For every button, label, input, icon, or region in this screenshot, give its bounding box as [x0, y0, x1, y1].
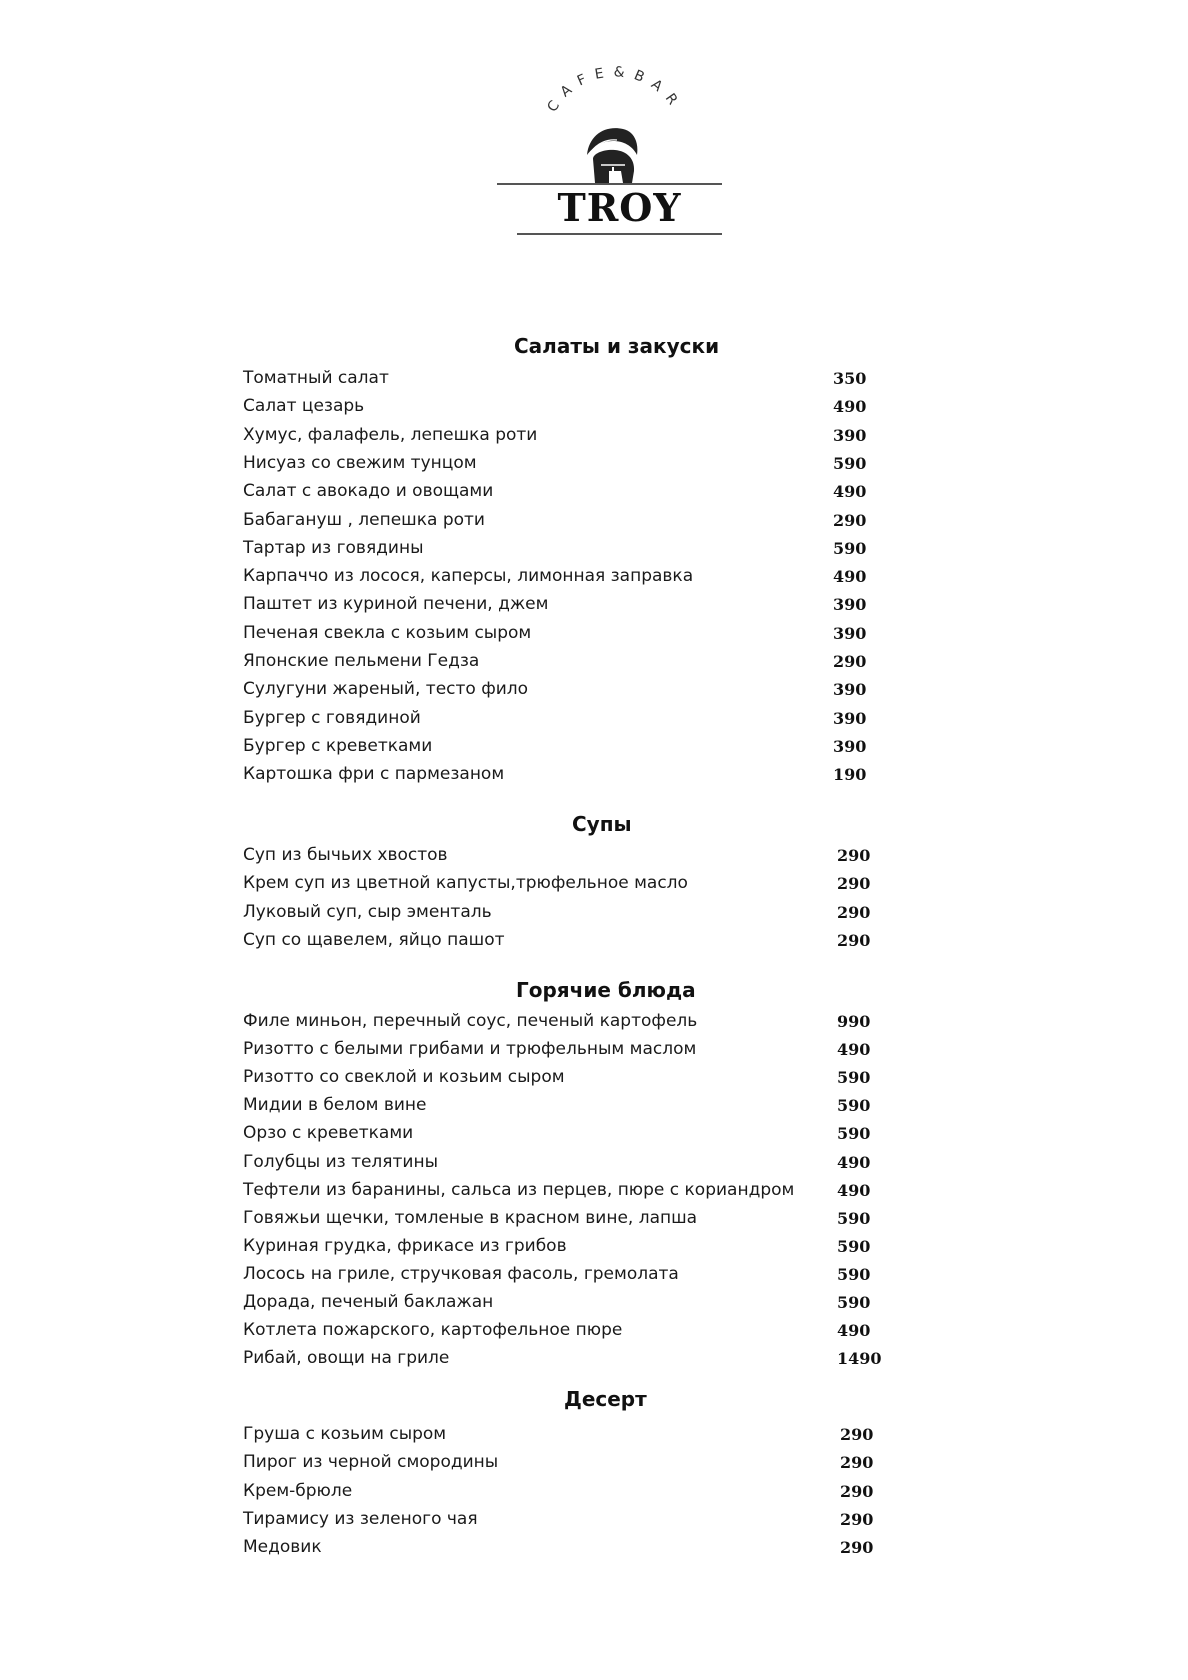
menu-item	[243, 873, 883, 901]
menu-item	[243, 651, 883, 679]
menu-item	[243, 425, 883, 453]
menu-item	[243, 1039, 883, 1067]
menu-item-price: 290	[837, 846, 871, 865]
brand-name: TROY	[557, 185, 682, 230]
menu-item-name: Медовик	[243, 1537, 322, 1558]
menu-item-price: 390	[833, 680, 867, 700]
menu-item-price: 590	[837, 1264, 871, 1284]
menu-item-name: Сулугуни жареный, тесто фило	[243, 679, 529, 700]
menu-item-name: Картошка фри с пармезаном	[243, 764, 505, 785]
menu-item-name: Голубцы из телятины	[243, 1151, 439, 1172]
menu-item-name: Бургер с говядиной	[243, 707, 421, 728]
menu-item	[243, 594, 883, 622]
menu-item-price: 490	[837, 1321, 871, 1341]
menu-item-name: Дорада, печеный баклажан	[243, 1292, 494, 1312]
menu-item	[243, 538, 883, 566]
menu-item	[243, 1208, 883, 1236]
menu-item-price: 390	[833, 708, 867, 728]
menu-item-name: Томатный салат	[243, 368, 389, 388]
menu-item	[243, 1537, 883, 1565]
menu-item-name: Японские пельмени Гедза	[243, 651, 480, 671]
menu-item	[243, 1320, 883, 1348]
menu-item-price: 190	[833, 765, 867, 785]
menu-item-price: 290	[837, 930, 871, 950]
menu-item-price: 290	[840, 1538, 874, 1558]
menu-item	[243, 481, 883, 509]
menu-item	[243, 1264, 883, 1292]
menu-item-price: 590	[837, 1124, 871, 1144]
menu-item-name: Ризотто с белыми грибами и трюфельным маслом	[243, 1039, 697, 1060]
menu-item-price: 490	[833, 567, 867, 587]
menu-item-name: Печеная свекла с козьим сыром	[243, 622, 532, 643]
menu-item-name: Ризотто со свеклой и козьим сыром	[243, 1067, 565, 1088]
menu-item	[243, 845, 883, 873]
menu-item-price: 290	[837, 874, 871, 894]
svg-text:CAFE&BAR	[544, 64, 685, 115]
menu-item	[243, 679, 883, 707]
menu-item-name: Пирог из черной смородины	[243, 1452, 499, 1473]
menu-item-name: Нисуаз со свежим тунцом	[243, 452, 477, 473]
menu-item-price: 590	[833, 453, 867, 473]
menu-item-name: Тартар из говядины	[243, 537, 424, 558]
menu-item-price: 290	[840, 1453, 874, 1473]
menu-item-name: Паштет из куриной печени, джем	[243, 594, 549, 615]
menu-item-price: 590	[837, 1096, 871, 1116]
section-title: Горячие блюда	[516, 978, 696, 1002]
menu-item-price: 290	[840, 1425, 874, 1444]
section-title: Десерт	[564, 1387, 647, 1411]
menu-item	[243, 368, 883, 396]
menu-item-price: 390	[833, 623, 867, 643]
menu-item	[243, 1348, 883, 1376]
menu-item-price: 590	[833, 538, 867, 558]
logo-tagline: CAFE&BAR	[544, 64, 686, 116]
menu-item	[243, 1123, 883, 1151]
menu-item-name: Бургер с креветками	[243, 735, 433, 756]
menu-item-price: 350	[833, 369, 867, 388]
menu-item-price: 290	[840, 1481, 874, 1501]
menu-item-name: Хумус, фалафель, лепешка роти	[243, 424, 538, 445]
menu-item-price: 290	[837, 902, 871, 922]
menu-item	[243, 1152, 883, 1180]
menu-item	[243, 764, 883, 792]
menu-item	[243, 1095, 883, 1123]
menu-item-name: Рибай, овощи на гриле	[243, 1348, 450, 1369]
menu-item-name: Луковый суп, сыр эменталь	[243, 901, 492, 922]
menu-item	[243, 1067, 883, 1095]
menu-item-price: 490	[837, 1152, 871, 1172]
menu-item-price: 590	[837, 1208, 871, 1228]
menu-item-price: 290	[840, 1509, 874, 1529]
menu-item-name: Суп со щавелем, яйцо пашот	[243, 929, 505, 950]
menu-item-price: 390	[833, 736, 867, 756]
menu-item-name: Лосось на гриле, стручковая фасоль, гремолата	[243, 1263, 679, 1284]
brand-divider-bottom	[517, 233, 722, 235]
menu-item-price: 1490	[837, 1349, 882, 1369]
menu-item-name: Крем суп из цветной капусты,трюфельное масло	[243, 873, 688, 894]
menu-item-name: Котлета пожарского, картофельное пюре	[243, 1320, 623, 1341]
menu-item	[243, 736, 883, 764]
menu-item	[243, 930, 883, 958]
menu-item-name: Куриная грудка, фрикасе из грибов	[243, 1235, 567, 1256]
menu-item	[243, 1180, 883, 1208]
menu-item	[243, 1452, 883, 1480]
menu-item-price: 590	[837, 1236, 871, 1256]
menu-item-price: 590	[837, 1293, 871, 1312]
menu-item-price: 490	[837, 1180, 871, 1200]
menu-item	[243, 453, 883, 481]
menu-item-name: Тирамису из зеленого чая	[243, 1508, 478, 1529]
menu-item	[243, 510, 883, 538]
spartan-helmet-icon	[505, 55, 725, 185]
menu-item-price: 290	[833, 652, 867, 671]
menu-item	[243, 623, 883, 651]
menu-item-name: Филе миньон, перечный соус, печеный картофель	[243, 1011, 698, 1031]
menu-item-name: Карпаччо из лосося, каперсы, лимонная заправка	[243, 566, 694, 587]
menu-item-price: 490	[837, 1040, 871, 1060]
menu-item-price: 290	[833, 510, 867, 530]
menu-item	[243, 1509, 883, 1537]
menu-item	[243, 902, 883, 930]
menu-item-price: 390	[833, 425, 867, 445]
section-title: Супы	[572, 812, 632, 836]
menu-item-name: Салат с авокадо и овощами	[243, 481, 494, 502]
menu-item-price: 390	[833, 595, 867, 615]
menu-item	[243, 708, 883, 736]
menu-item	[243, 1424, 883, 1452]
menu-item	[243, 1481, 883, 1509]
menu-item-name: Орзо с креветками	[243, 1123, 414, 1144]
menu-item	[243, 566, 883, 594]
menu-item-price: 990	[837, 1012, 871, 1031]
menu-item-name: Суп из бычьих хвостов	[243, 845, 448, 865]
menu-item-name: Салат цезарь	[243, 396, 365, 417]
section-title: Салаты и закуски	[514, 334, 720, 358]
menu-item-name: Крем-брюле	[243, 1480, 353, 1501]
menu-item	[243, 1236, 883, 1264]
menu-item-price: 490	[833, 482, 867, 502]
menu-item	[243, 396, 883, 424]
menu-item	[243, 1011, 883, 1039]
menu-item-name: Мидии в белом вине	[243, 1095, 427, 1116]
menu-item-name: Тефтели из баранины, сальса из перцев, пюре с кориандром	[243, 1179, 795, 1200]
menu-item	[243, 1292, 883, 1320]
menu-item-name: Говяжьи щечки, томленые в красном вине, лапша	[243, 1207, 698, 1228]
menu-item-price: 590	[837, 1068, 871, 1088]
menu-item-name: Груша с козьим сыром	[243, 1424, 447, 1444]
menu-item-name: Бабагануш , лепешка роти	[243, 509, 485, 530]
menu-item-price: 490	[833, 397, 867, 417]
